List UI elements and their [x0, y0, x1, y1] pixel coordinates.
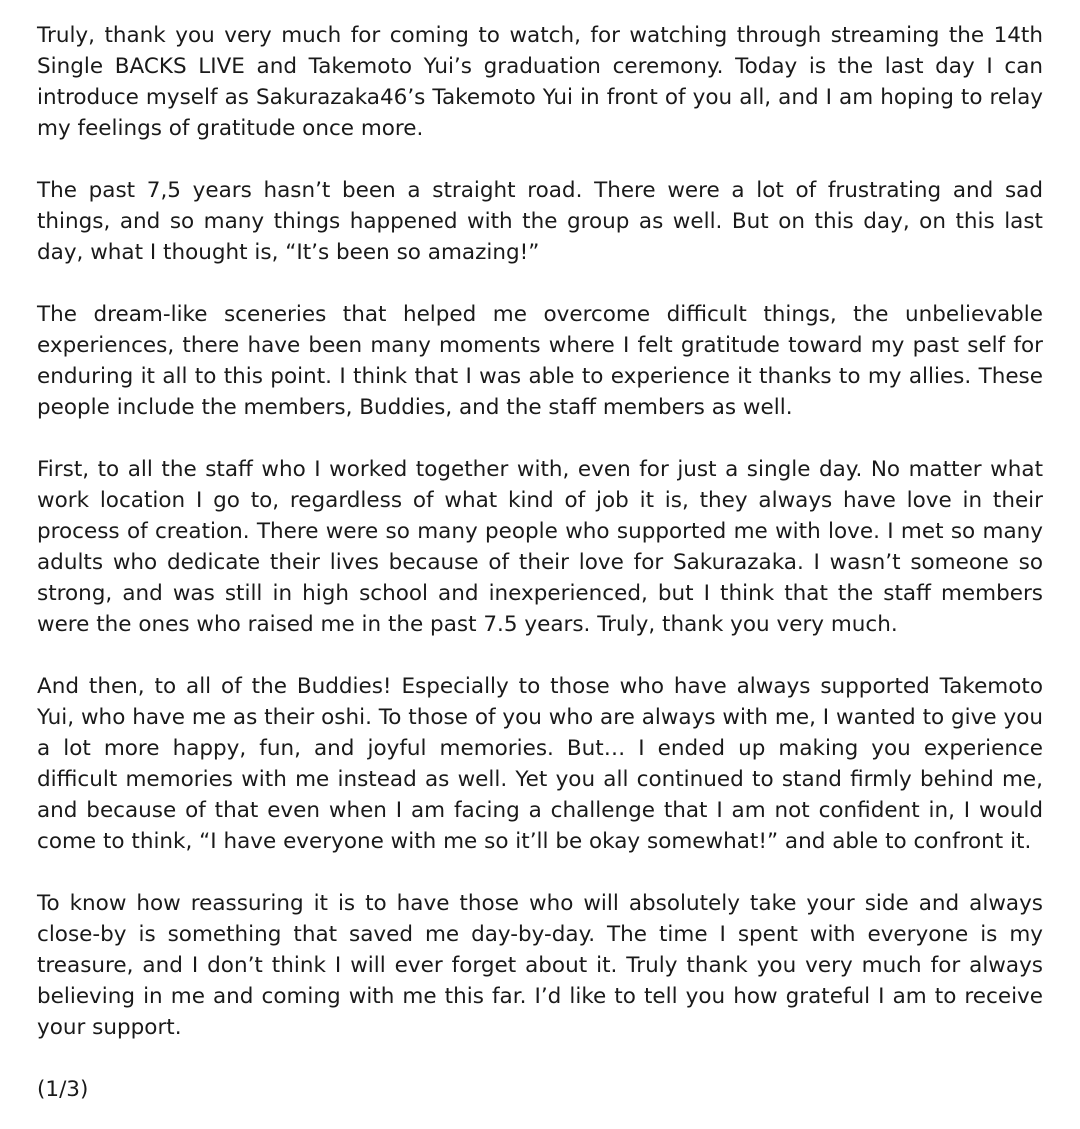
- paragraph-1: Truly, thank you very much for coming to watch, for watching through streaming the 14th Single BACKS LIVE and Takemoto Yui’s graduation ceremony. Today is the last day I can introduce myself as Sakurazaka46’s Takemoto Yui in front of you all, and I am hoping to relay my feelings of gratitude once more.: [37, 23, 1043, 141]
- paragraph-5: And then, to all of the Buddies! Especially to those who have always supported Takemoto Yui, who have me as their oshi. To those of you who are always with me, I wanted to give you a lot more happy, fun, and joyful memories. But… I ended up making you experience difficult memories with me instead as well. Yet you all continued to stand firmly behind me, and because of that even when I am facing a challenge that I am not confident in, I would come to think, “I have everyone with me so it’ll be okay somewhat!” and able to confront it.: [37, 674, 1043, 854]
- page-indicator: (1/3): [37, 1077, 89, 1102]
- paragraph-2: The past 7,5 years hasn’t been a straight road. There were a lot of frustrating and sad things, and so many things happened with the group as well. But on this day, on this last day, what I thought is, “It’s been so amazing!”: [37, 178, 1043, 265]
- paragraph-3: The dream-like sceneries that helped me overcome difficult things, the unbelievable experiences, there have been many moments where I felt gratitude toward my past self for enduring it all to this point. I think that I was able to experience it thanks to my allies. These people include the members, Buddies, and the staff members as well.: [37, 302, 1043, 420]
- document-body: [37, 20, 1043, 1105]
- paragraph-4: First, to all the staff who I worked together with, even for just a single day. No matter what work location I go to, regardless of what kind of job it is, they always have love in their process of creation. There were so many people who supported me with love. I met so many adults who dedicate their lives because of their love for Sakurazaka. I wasn’t someone so strong, and was still in high school and inexperienced, but I think that the staff members were the ones who raised me in the past 7.5 years. Truly, thank you very much.: [37, 457, 1043, 637]
- paragraph-6: To know how reassuring it is to have those who will absolutely take your side and always close-by is something that saved me day-by-day. The time I spent with everyone is my treasure, and I don’t think I will ever forget about it. Truly thank you very much for always believing in me and coming with me this far. I’d like to tell you how grateful I am to receive your support.: [37, 891, 1043, 1040]
